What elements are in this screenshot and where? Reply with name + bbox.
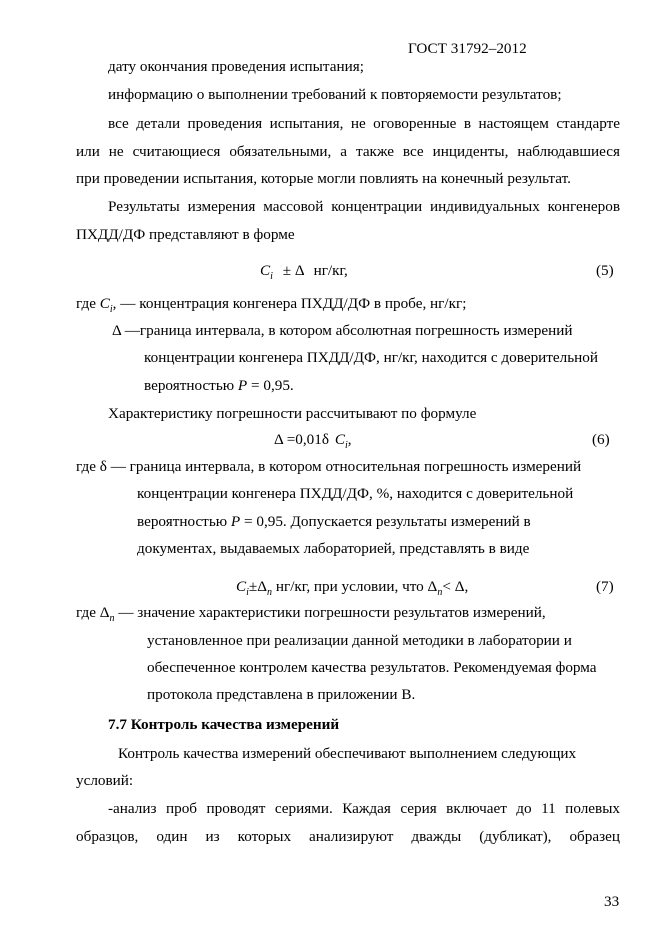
text-line: или не считающиеся обязательными, а также все инциденты, наблюдавшиеся xyxy=(76,143,620,160)
def-subscript: n xyxy=(109,613,115,625)
definition-line: обеспеченное контролем качества результатов. Рекомендуемая форма xyxy=(147,659,597,676)
def-text: вероятностью xyxy=(137,513,231,530)
text-line: при проведении испытания, которые могли повлиять на конечный результат. xyxy=(76,170,571,187)
definition-line xyxy=(144,377,294,395)
text-line: ПХДД/ДФ представляют в форме xyxy=(76,226,295,243)
definition-line xyxy=(76,604,546,628)
definition-line: концентрации конгенера ПХДД/ДФ, %, находится с доверительной xyxy=(137,485,574,502)
text-line: -анализ проб проводят сериями. Каждая серия включает до 11 полевых xyxy=(108,800,620,817)
eq-subscript: n xyxy=(267,587,273,599)
eq-lhs: Δ =0,01δ xyxy=(274,431,330,448)
eq-symbol: C xyxy=(334,431,345,448)
text-line: образцов, один из которых анализируют дважды (дубликат), образец xyxy=(76,828,620,845)
eq-tail: , xyxy=(347,431,352,448)
text-line: Результаты измерения массовой концентрации индивидуальных конгенеров xyxy=(108,198,620,215)
def-subscript: i xyxy=(109,304,113,316)
equation-5 xyxy=(260,262,348,286)
eq-text: < Δ, xyxy=(442,578,469,595)
def-prefix: где xyxy=(76,295,100,312)
eq-unit: нг/кг, xyxy=(313,262,348,279)
equation-number: (5) xyxy=(596,262,614,279)
eq-symbol: C xyxy=(260,262,271,279)
eq-pm: ± Δ xyxy=(282,262,304,279)
section-heading: 7.7 Контроль качества измерений xyxy=(108,716,340,733)
eq-subscript: i xyxy=(246,587,249,599)
text-line: Контроль качества измерений обеспечивают выполнением следующих xyxy=(118,745,577,762)
eq-subscript: n xyxy=(437,587,443,599)
definition-line xyxy=(137,513,531,531)
eq-delta: Δ xyxy=(257,578,268,595)
definition-line: Δ —граница интервала, в котором абсолютная погрешность измерений xyxy=(112,322,573,339)
equation-7 xyxy=(236,578,468,602)
def-text: = 0,95. Допускается результаты измерений в xyxy=(240,513,531,530)
eq-symbol: C xyxy=(236,578,247,595)
definition-line: протокола представлена в приложении В. xyxy=(147,686,416,703)
def-text: вероятностью xyxy=(144,377,238,394)
def-symbol: P xyxy=(237,377,248,394)
def-text: где Δ xyxy=(76,604,110,621)
equation-number: (7) xyxy=(596,578,614,595)
eq-pm: ± xyxy=(248,578,258,595)
equation-number: (6) xyxy=(592,431,610,448)
text-line: все детали проведения испытания, не оговоренные в настоящем стандарте xyxy=(108,115,620,132)
text-line: Характеристику погрешности рассчитывают по формуле xyxy=(108,405,477,422)
definition-line: установленное при реализации данной методики в лаборатории и xyxy=(147,632,572,649)
text-line: дату окончания проведения испытания; xyxy=(108,58,364,75)
def-symbol: C xyxy=(99,295,110,312)
def-text: — значение характеристики погрешности результатов измерений, xyxy=(114,604,546,621)
text-line: условий: xyxy=(76,772,134,789)
page-number: 33 xyxy=(604,893,620,910)
definition-line xyxy=(76,295,466,319)
def-text: , — концентрация конгенера ПХДД/ДФ в пробе, нг/кг; xyxy=(112,295,467,312)
def-text: = 0,95. xyxy=(247,377,294,394)
definition-line: документах, выдаваемых лабораторией, представлять в виде xyxy=(137,540,530,557)
text-line: информацию о выполнении требований к повторяемости результатов; xyxy=(108,86,562,103)
equation-6 xyxy=(274,431,352,455)
def-symbol: P xyxy=(230,513,241,530)
document-header: ГОСТ 31792–2012 xyxy=(408,40,527,57)
eq-subscript: i xyxy=(344,440,348,452)
eq-text: нг/кг, при условии, что Δ xyxy=(272,578,438,595)
eq-subscript: i xyxy=(270,271,273,283)
definition-line: где δ — граница интервала, в котором относительная погрешность измерений xyxy=(76,458,582,475)
definition-line: концентрации конгенера ПХДД/ДФ, нг/кг, находится с доверительной xyxy=(144,349,599,366)
